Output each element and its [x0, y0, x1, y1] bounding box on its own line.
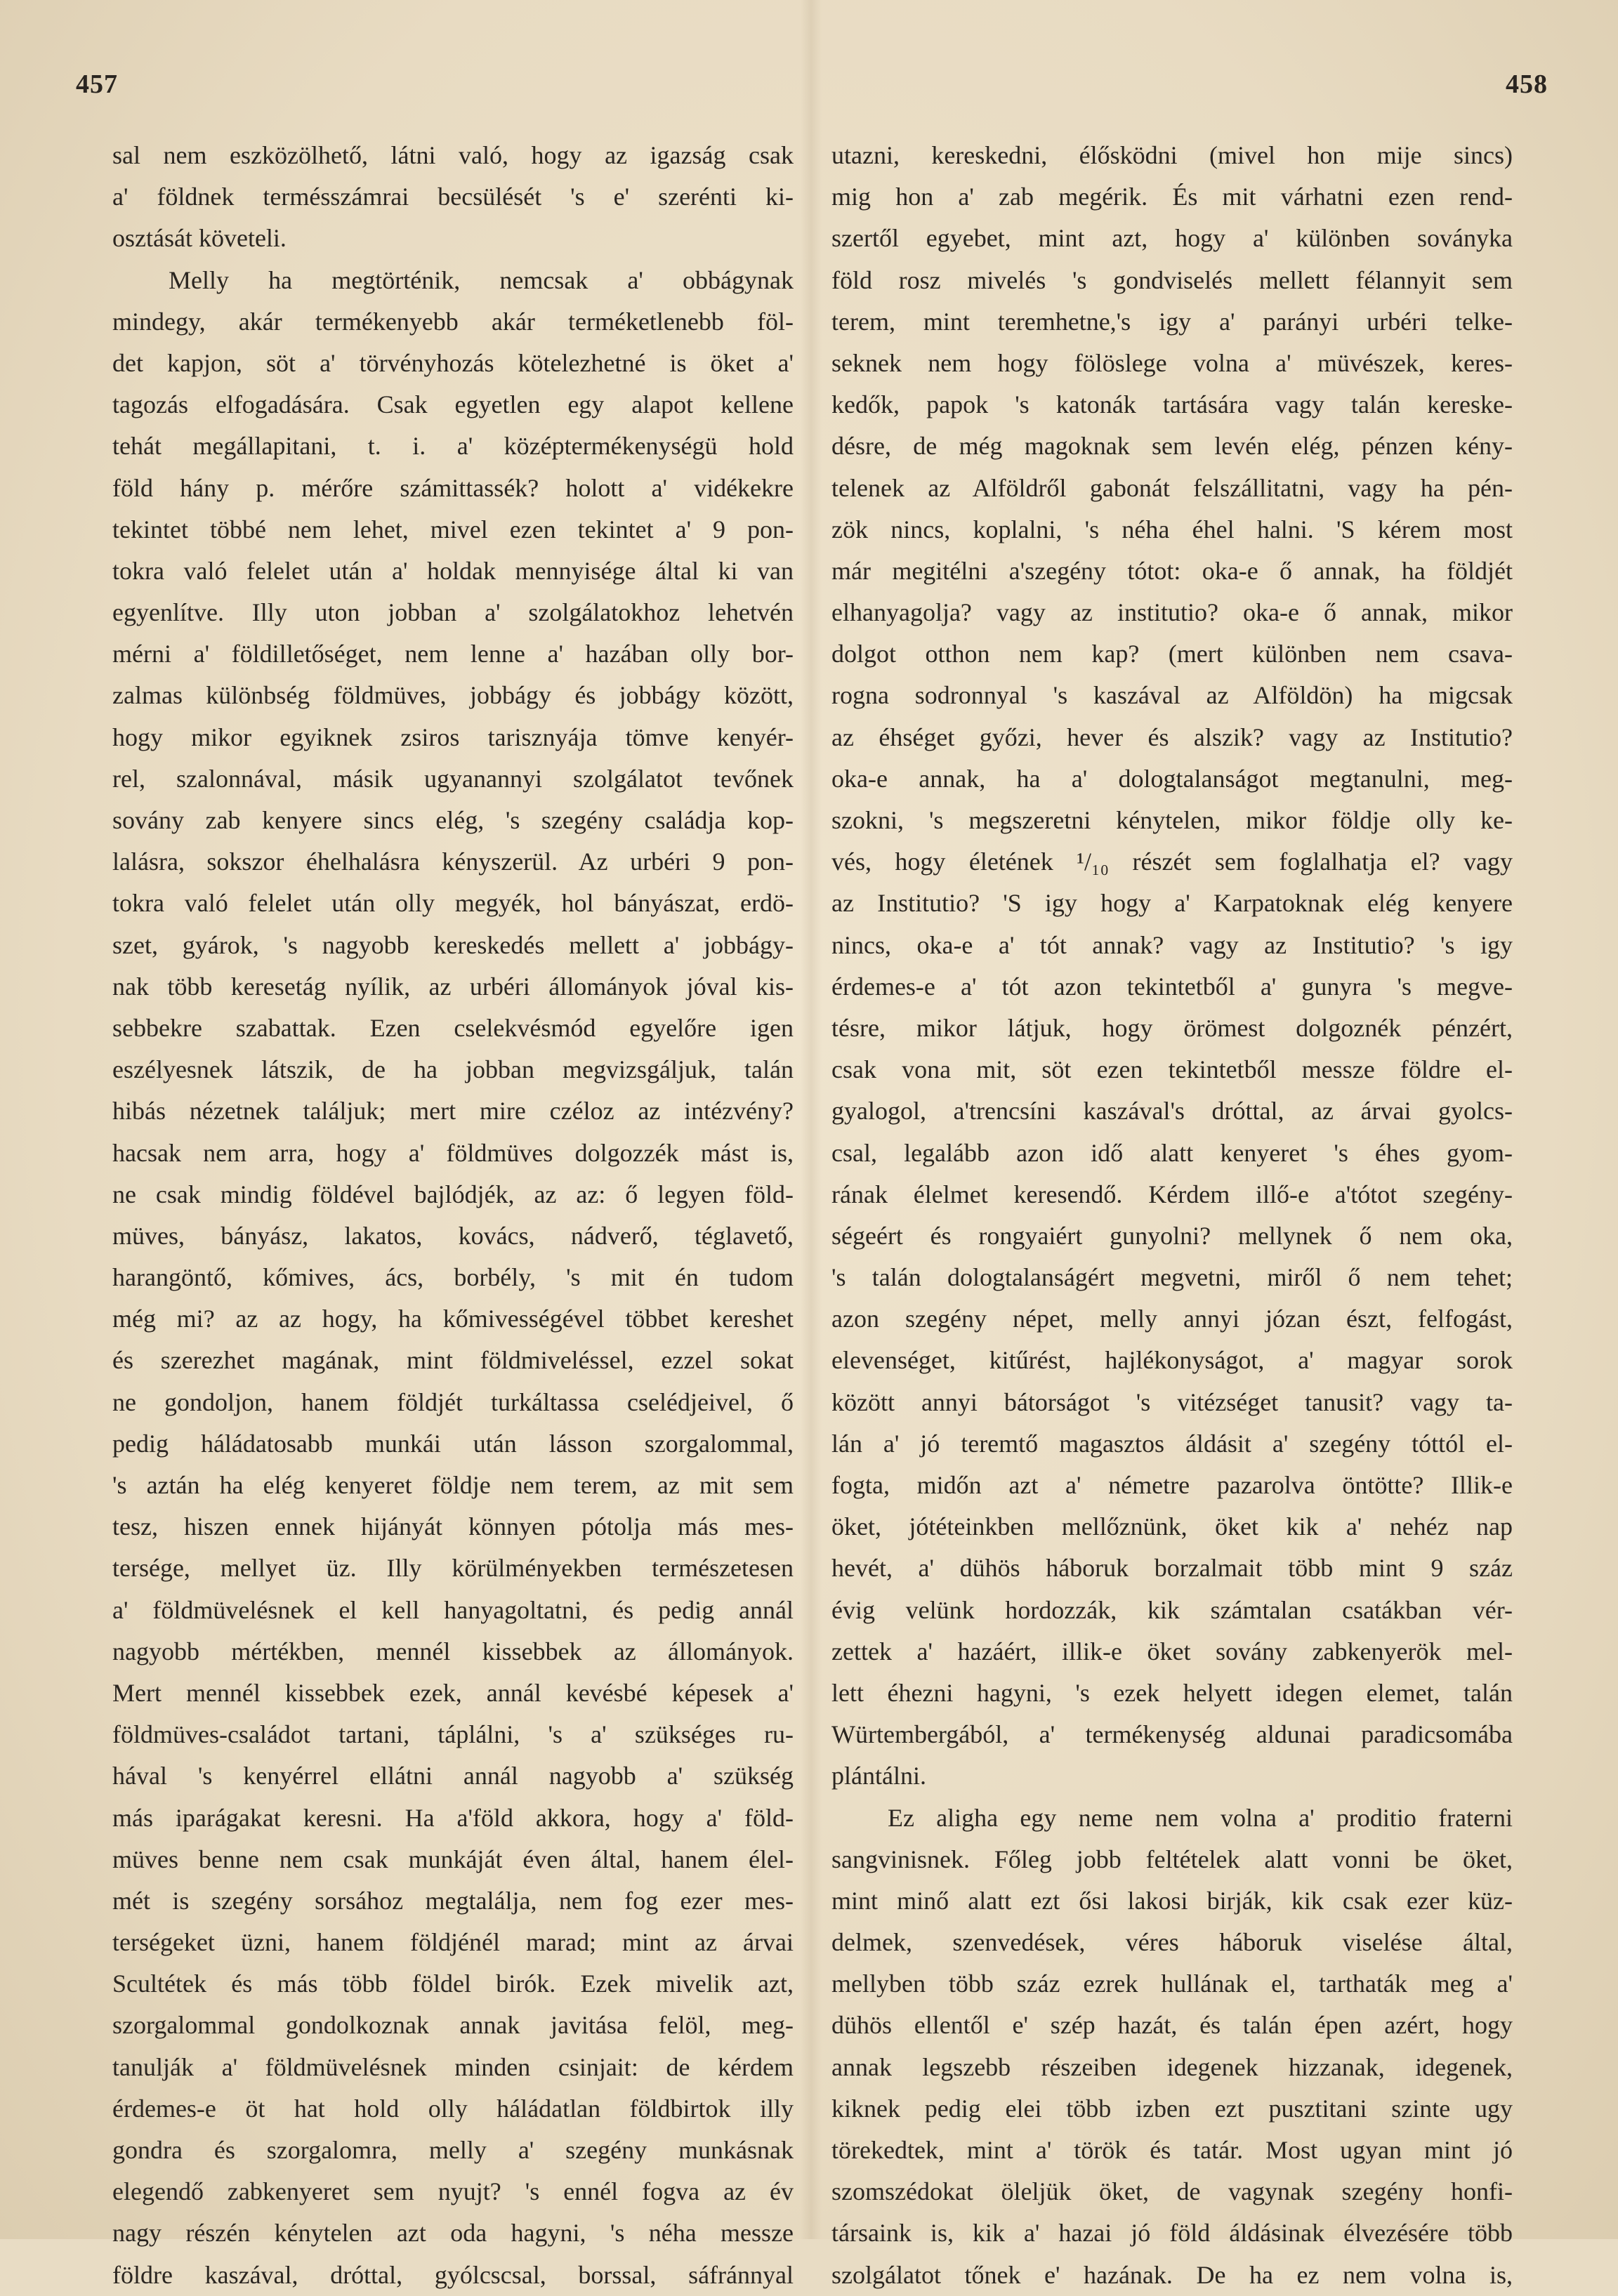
text-line: hacsak nem arra, hogy a' földmüves dolgozzék mást is, — [112, 1138, 794, 1167]
text-line: tésre, mikor látjuk, hogy örömest dolgoznék pénzért, — [831, 1013, 1513, 1042]
text-line: elevenséget, kitűrést, hajlékonyságot, a' magyar sorok — [831, 1346, 1513, 1375]
text-line: tagozás elfogadására. Csak egyetlen egy alapot kellene — [112, 390, 794, 419]
text-line: rának élelmet keresendő. Kérdem illő-e a'tótot szegény- — [831, 1180, 1513, 1208]
text-line: dolgot otthon nem kap? (mert különben nem csava- — [831, 640, 1513, 668]
text-line: sovány zab kenyere sincs elég, 's szegény családja kop- — [112, 806, 794, 834]
text-line: évig velünk hordozzák, kik számtalan csatákban vér- — [831, 1595, 1513, 1624]
page-number-right: 458 — [1506, 70, 1548, 99]
book-gutter — [801, 0, 822, 2239]
text-line: nak több keresetág nyílik, az urbéri állományok jóval kis- — [112, 972, 794, 1001]
text-line: földmüves-családot tartani, táplálni, 's a' szükséges ru- — [112, 1720, 794, 1749]
text-line: a' földmüvelésnek el kell hanyagoltatni, és pedig annál — [112, 1595, 794, 1624]
text-line: már megitélni a'szegény tótot: oka-e ő annak, ha földjét — [831, 556, 1513, 585]
text-line: törekedtek, mint a' török és tatár. Most ugyan mint jó — [831, 2136, 1513, 2164]
text-line: tokra való felelet után olly megyék, hol bányászat, erdö- — [112, 889, 794, 918]
text-line: zök nincs, koplalni, 's néha éhel halni. 'S kérem most — [831, 515, 1513, 543]
text-line: szertől egyebet, mint azt, hogy a' különben soványka — [831, 224, 1513, 253]
text-line: vés, hogy életének ¹/₁₀ részét sem foglalhatja el? vagy — [831, 847, 1513, 876]
text-line: tersége, mellyet üz. Illy körülményekben természetesen — [112, 1554, 794, 1583]
text-line: osztását követeli. — [112, 224, 287, 253]
text-line: az éhséget győzi, hever és alszik? vagy az Institutio? — [831, 723, 1513, 751]
text-line: földre kaszával, dróttal, gyólcscsal, borssal, sáfránnyal — [112, 2260, 794, 2289]
text-line: még mi? az az hogy, ha kőmivességével többet kereshet — [112, 1305, 794, 1333]
text-line: pedig háládatosabb munkái után lásson szorgalommal, — [112, 1429, 794, 1458]
text-line: ségeért és rongyaiért gunyolni? mellynek ő nem oka, — [831, 1221, 1513, 1250]
text-line: föld hány p. mérőre számittassék? holott a' vidékekre — [112, 473, 794, 502]
text-line: hával 's kenyérrel ellátni annál nagyobb a' szükség — [112, 1762, 794, 1790]
text-line: mint minő alatt ezt ősi lakosi birják, kik csak ezer küz- — [831, 1886, 1513, 1915]
text-line: sebbekre szabattak. Ezen cselekvésmód egyelőre igen — [112, 1013, 794, 1042]
text-line: elhanyagolja? vagy az institutio? oka-e ő annak, mikor — [831, 598, 1513, 627]
text-line: terségeket üzni, hanem földjénél marad; mint az árvai — [112, 1928, 794, 1957]
text-line: utazni, kereskedni, élősködni (mivel hon mije sincs) — [831, 141, 1513, 169]
text-line: szet, gyárok, 's nagyobb kereskedés mellett a' jobbágy- — [112, 930, 794, 959]
text-line: Ez aligha egy neme nem volna a' proditio fraterni — [888, 1803, 1513, 1832]
text-line: mindegy, akár termékenyebb akár terméketlenebb föl- — [112, 307, 794, 336]
text-line: nagyobb mértékben, mennél kissebbek az állományok. — [112, 1637, 794, 1665]
text-column-right — [831, 135, 1513, 2296]
text-line: azon szegény népet, melly annyi józan észt, felfogást, — [831, 1305, 1513, 1333]
text-line: mét is szegény sorsához megtalálja, nem fog ezer mes- — [112, 1886, 794, 1915]
text-line: társaink is, kik a' hazai jó föld áldásinak élvezésére több — [831, 2219, 1513, 2248]
text-line: mérni a' földilletőséget, nem lenne a' hazában olly bor- — [112, 640, 794, 668]
text-line: lalásra, sokszor éhelhalásra kényszerül. Az urbéri 9 pon- — [112, 847, 794, 876]
text-line: tekintet többé nem lehet, mivel ezen tekintet a' 9 pon- — [112, 515, 794, 543]
text-line: nincs, oka-e a' tót annak? vagy az Institutio? 's igy — [831, 930, 1513, 959]
text-line: tanulják a' földmüvelésnek minden csinjait: de kérdem — [112, 2052, 794, 2081]
text-line: rogna sodronnyal 's kaszával az Alföldön) ha migcsak — [831, 681, 1513, 710]
text-line: lán a' jó teremtő magasztos áldásit a' szegény tóttól el- — [831, 1429, 1513, 1458]
text-line: 's talán dologtalanságért megvetni, miről ő nem tehet; — [831, 1263, 1513, 1292]
text-line: öket, jótéteinkben mellőznünk, öket kik a' nehéz nap — [831, 1512, 1513, 1541]
text-line: eszélyesnek látszik, de ha jobban megvizsgáljuk, talán — [112, 1055, 794, 1084]
text-line: között annyi bátorságot 's vitézséget tanusit? vagy ta- — [831, 1387, 1513, 1416]
text-line: rel, szalonnával, másik ugyanannyi szolgálatot tevőnek — [112, 764, 794, 793]
text-line: harangöntő, kőmives, ács, borbély, 's mit én tudom — [112, 1263, 794, 1292]
text-line: hibás nézetnek találjuk; mert mire czéloz az intézvény? — [112, 1097, 794, 1126]
text-line: gyalogol, a'trencsíni kaszával's dróttal, az árvai gyolcs- — [831, 1097, 1513, 1126]
text-line: csal, legalább azon idő alatt kenyeret 's éhes gyom- — [831, 1138, 1513, 1167]
text-line: Scultétek és más több földel birók. Ezek mivelik azt, — [112, 1970, 794, 1998]
text-line: mig hon a' zab megérik. És mit várhatni ezen rend- — [831, 183, 1513, 211]
text-line: telenek az Alföldről gabonát felszállitatni, vagy ha pén- — [831, 473, 1513, 502]
text-line: müves benne nem csak munkáját éven által, hanem élel- — [112, 1845, 794, 1873]
text-line: nagy részén kénytelen azt oda hagyni, 's néha messze — [112, 2219, 794, 2248]
text-line: tesz, hiszen ennek hijányát könnyen pótolja más mes- — [112, 1512, 794, 1541]
text-line: az Institutio? 'S igy hogy a' Karpatoknak elég kenyere — [831, 889, 1513, 918]
text-line: Mert mennél kissebbek ezek, annál kevésbé képesek a' — [112, 1678, 794, 1707]
text-line: és szerezhet magának, mint földmiveléssel, ezzel sokat — [112, 1346, 794, 1375]
text-line: terem, mint teremhetne,'s igy a' parányi urbéri telke- — [831, 307, 1513, 336]
text-line: müves, bányász, lakatos, kovács, nádverő, téglavető, — [112, 1221, 794, 1250]
text-line: det kapjon, söt a' törvényhozás kötelezhetné is öket a' — [112, 348, 794, 377]
text-line: kiknek pedig elei több izben ezt pusztitani szinte ugy — [831, 2094, 1513, 2123]
text-line: fogta, midőn azt a' németre pazarolva öntötte? Illik-e — [831, 1471, 1513, 1499]
text-line: hogy mikor egyiknek zsiros tarisznyája tömve kenyér- — [112, 723, 794, 751]
text-line: sal nem eszközölhető, látni való, hogy az igazság csak — [112, 141, 794, 169]
text-line: egyenlítve. Illy uton jobban a' szolgálatokhoz lehetvén — [112, 598, 794, 627]
text-line: zettek a' hazáért, illik-e öket sovány zabkenyerök mel- — [831, 1637, 1513, 1665]
text-line: föld rosz mivelés 's gondviselés mellett félannyit sem — [831, 265, 1513, 294]
text-line: Melly ha megtörténik, nemcsak a' obbágynak — [169, 265, 794, 294]
text-column-left — [112, 135, 794, 2296]
text-line: szolgálatot tőnek e' hazának. De ha ez nem volna is, — [831, 2260, 1513, 2289]
page-number-left: 457 — [76, 70, 118, 99]
text-line: tehát megállapitani, t. i. a' középtermékenységü hold — [112, 432, 794, 461]
text-line: annak legszebb részeiben idegenek hizzanak, idegenek, — [831, 2052, 1513, 2081]
text-line: seknek nem hogy fölöslege volna a' müvészek, keres- — [831, 348, 1513, 377]
text-line: gondra és szorgalomra, melly a' szegény munkásnak — [112, 2136, 794, 2164]
text-line: kedők, papok 's katonák tartására vagy talán kereske- — [831, 390, 1513, 419]
text-line: csak vona mit, söt ezen tekintetből messze földre el- — [831, 1055, 1513, 1084]
text-line: dühös ellentől e' szép hazát, és talán épen azért, hogy — [831, 2011, 1513, 2040]
text-line: delmek, szenvedések, véres háboruk viselése által, — [831, 1928, 1513, 1957]
text-line: szorgalommal gondolkoznak annak javitása felöl, meg- — [112, 2011, 794, 2040]
text-line: hevét, a' dühös háboruk borzalmait több mint 9 száz — [831, 1554, 1513, 1583]
text-line: más iparágakat keresni. Ha a'föld akkora, hogy a' föld- — [112, 1803, 794, 1832]
text-line: érdemes-e öt hat hold olly háládatlan földbirtok illy — [112, 2094, 794, 2123]
text-line: oka-e annak, ha a' dologtalanságot megtanulni, meg- — [831, 764, 1513, 793]
text-line: érdemes-e a' tót azon tekintetből a' gunyra 's megve- — [831, 972, 1513, 1001]
text-line: sangvinisnek. Főleg jobb feltételek alatt vonni be öket, — [831, 1845, 1513, 1873]
text-line: elegendő zabkenyeret sem nyujt? 's ennél fogva az év — [112, 2177, 794, 2206]
text-line: Würtembergából, a' termékenység aldunai paradicsomába — [831, 1720, 1513, 1749]
text-line: mellyben több száz ezrek hullának el, tarthaták meg a' — [831, 1970, 1513, 1998]
text-line: szokni, 's megszeretni kénytelen, mikor földje olly ke- — [831, 806, 1513, 834]
text-line: lett éhezni hagyni, 's ezek helyett idegen elemet, talán — [831, 1678, 1513, 1707]
text-line: szomszédokat öleljük öket, de vagynak szegény honfi- — [831, 2177, 1513, 2206]
text-line: plántálni. — [831, 1762, 926, 1790]
text-line: ne gondoljon, hanem földjét turkáltassa cselédjeivel, ő — [112, 1387, 794, 1416]
text-line: tokra való felelet után a' holdak mennyisége által ki van — [112, 556, 794, 585]
text-line: désre, de még magoknak sem levén elég, pénzen kény- — [831, 432, 1513, 461]
text-line: a' földnek termésszámrai becsülését 's e' szerénti ki- — [112, 183, 794, 211]
text-line: zalmas különbség földmüves, jobbágy és jobbágy között, — [112, 681, 794, 710]
text-line: ne csak mindig földével bajlódjék, az az: ő legyen föld- — [112, 1180, 794, 1208]
text-line: 's aztán ha elég kenyeret földje nem terem, az mit sem — [112, 1471, 794, 1499]
